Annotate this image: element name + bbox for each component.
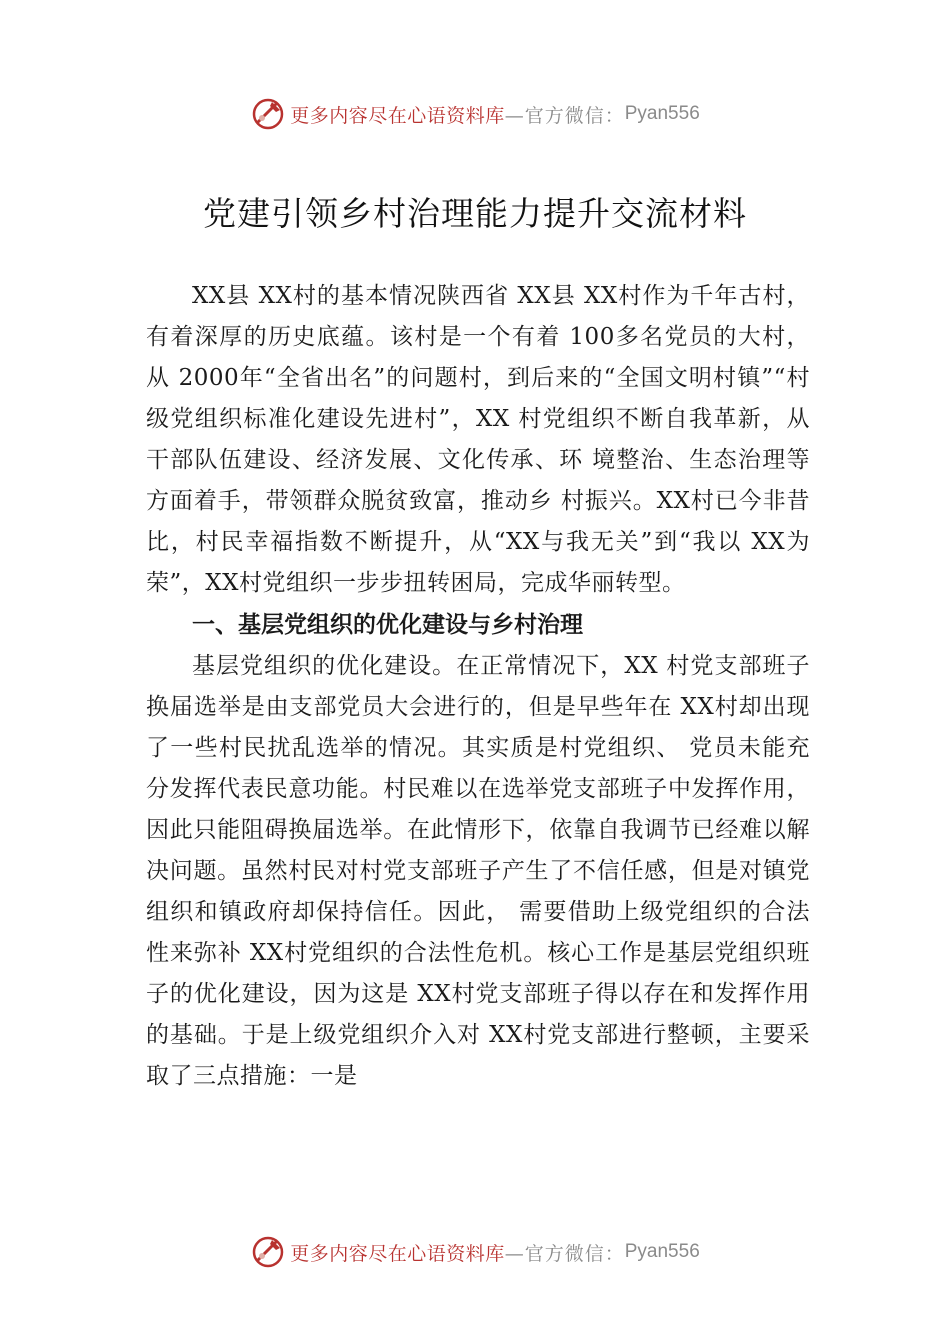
- document-title: 党建引领乡村治理能力提升交流材料: [203, 194, 747, 233]
- document-body: [146, 276, 810, 1097]
- banner-brand-text: 更多内容尽在心语资料库: [290, 104, 505, 127]
- banner-wechat-id: Pyan556: [624, 103, 700, 124]
- body-paragraph: XX县 XX村的基本情况陕西省 XX县 XX村作为千年古村，有着深厚的历史底蕴。该村是一个有着 100多名党员的大村，从 2000年“全省出名”的问题村，到后来的“全国文明村镇”“村级党组织标准化建设先进村”，XX 村党组织不断自我革新，从干部队伍建设、经济发展、文化传承、环 境整治、生态治理等方面着手，带领群众脱贫致富，推动乡 村振兴。XX村已今非昔比，村民幸福指数不断提升，从“XX与我无关”到“我以 XX为荣”，XX村党组织一步步扭转困局，完成华丽转型。: [146, 283, 810, 596]
- banner-brand-text: 更多内容尽在心语资料库: [290, 1242, 505, 1265]
- banner-wechat-id: Pyan556: [624, 1241, 700, 1262]
- logo-icon: [250, 96, 286, 132]
- banner-wechat-label: —官方微信：: [504, 1242, 625, 1265]
- footer-watermark-banner: [0, 1232, 950, 1272]
- section-heading: 一、基层党组织的优化建设与乡村治理: [192, 612, 583, 638]
- banner-wechat-label: —官方微信：: [504, 104, 625, 127]
- logo-icon: [250, 1234, 286, 1270]
- body-paragraph: 基层党组织的优化建设。在正常情况下，XX 村党支部班子换届选举是由支部党员大会进行的，但是早些年在 XX村却出现了一些村民扰乱选举的情况。其实质是村党组织、 党员未能充分发挥代表民意功能。村民难以在选举党支部班子中发挥作用，因此只能阻碍换届选举。在此情形下，依靠自我调节已经难以解决问题。虽然村民对村党支部班子产生了不信任感，但是对镇党组织和镇政府却保持信任。因此， 需要借助上级党组织的合法性来弥补 XX村党组织的合法性危机。核心工作是基层党组织班子的优化建设，因为这是 XX村党支部班子得以存在和发挥作用的基础。于是上级党组织介入对 XX村党支部进行整顿，主要采取了三点措施：一是: [146, 653, 810, 1089]
- header-watermark-banner: [0, 94, 950, 134]
